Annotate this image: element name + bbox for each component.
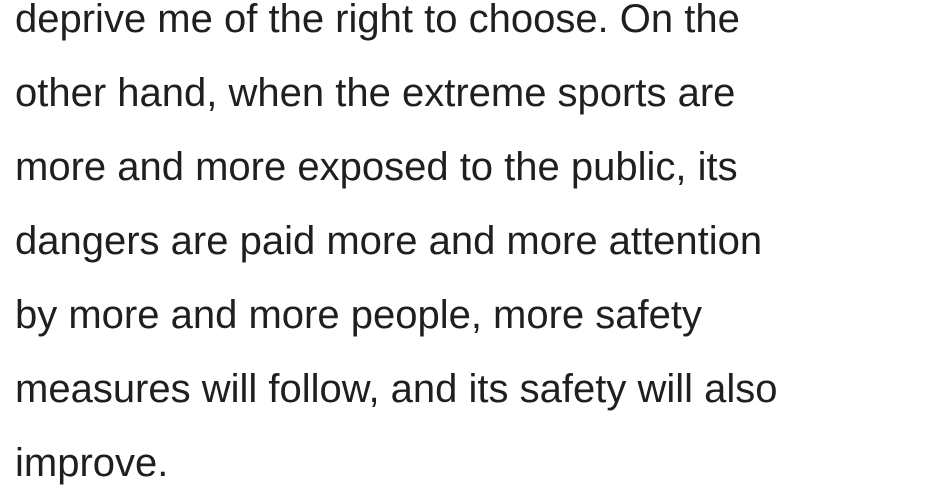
text-line-7: improve. <box>15 441 169 485</box>
paragraph-text <box>15 0 930 500</box>
text-line-2: other hand, when the extreme sports are <box>15 71 736 115</box>
text-line-5: by more and more people, more safety <box>15 293 703 337</box>
text-line-6: measures will follow, and its safety will also <box>15 367 778 411</box>
text-line-4: dangers are paid more and more attention <box>15 219 763 263</box>
text-line-1: deprive me of the right to choose. On the <box>15 0 740 41</box>
text-line-3: more and more exposed to the public, its <box>15 145 738 189</box>
